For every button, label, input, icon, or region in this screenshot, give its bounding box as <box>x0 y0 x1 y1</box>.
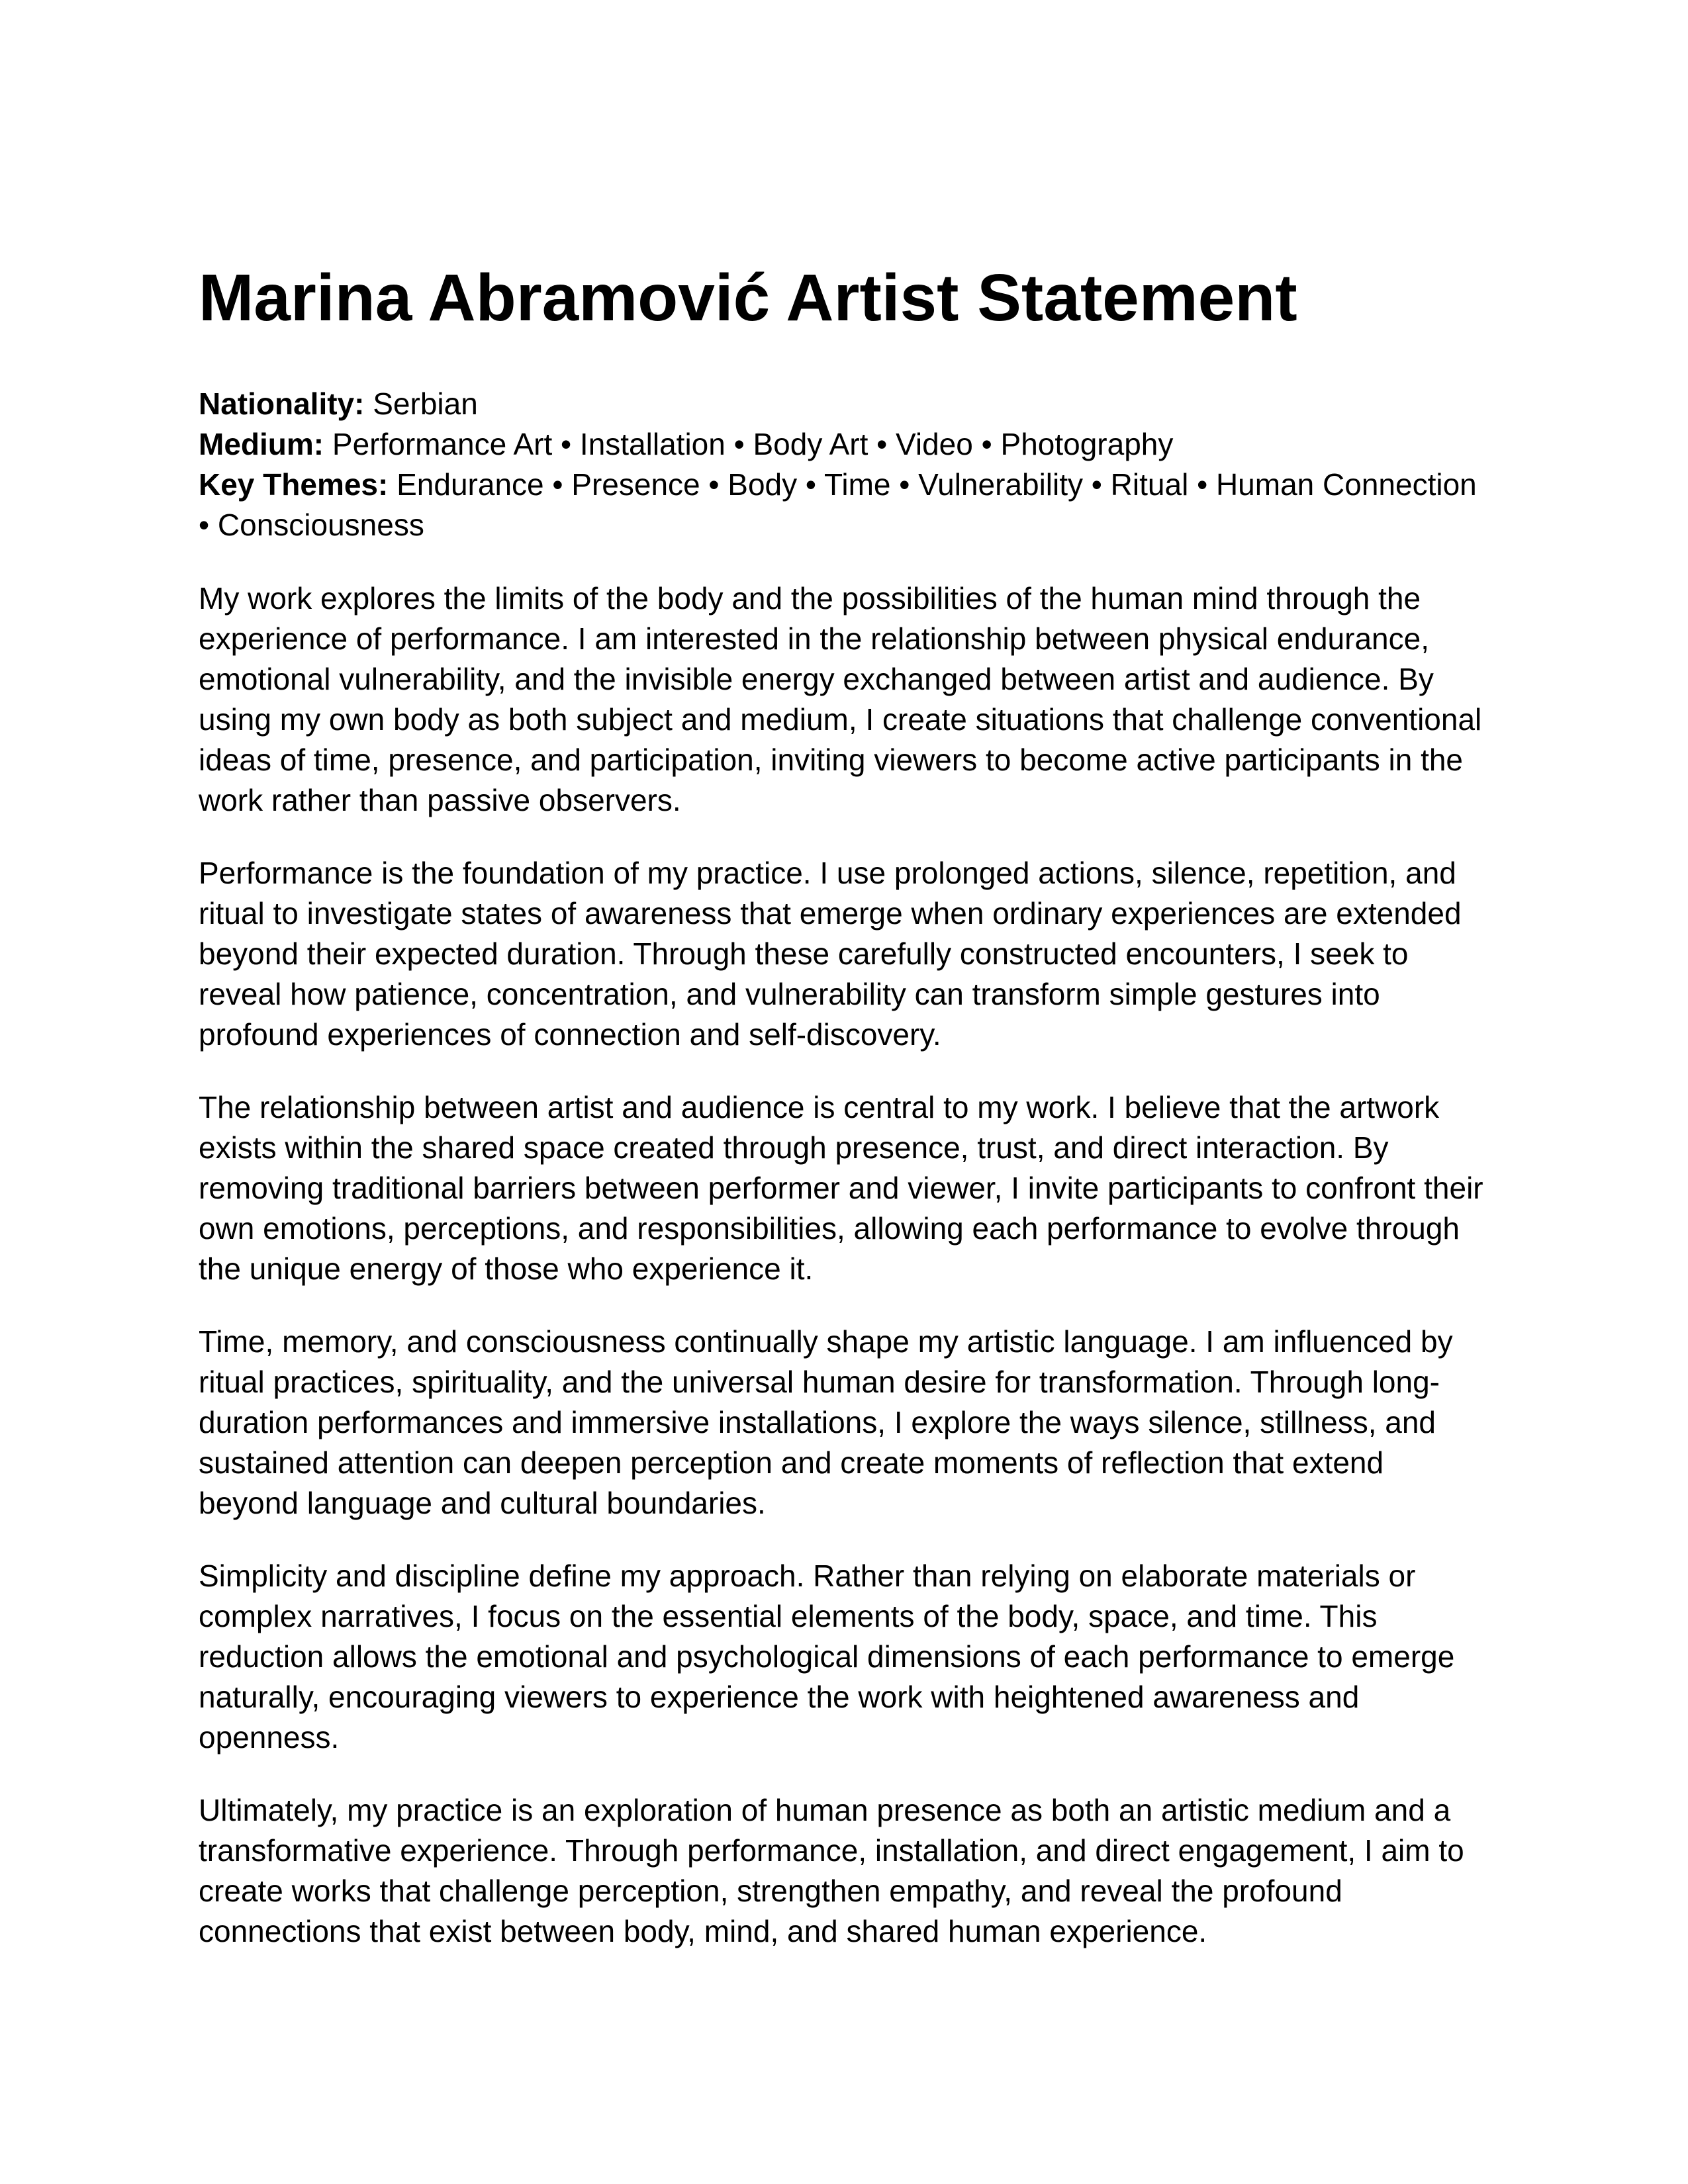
meta-label: Key Themes: <box>199 467 389 502</box>
statement-paragraph: The relationship between artist and audience is central to my work. I believe that the artwork exists within the shared space created through presence, trust, and direct interaction. By removing traditional barriers between performer and viewer, I invite participants to confront their own emotions, perceptions, and responsibilities, allowing each performance to evolve through the unique energy of those who experience it. <box>199 1090 1483 1286</box>
document-page <box>199 258 1489 1984</box>
meta-nationality <box>199 384 1489 424</box>
meta-label: Nationality: <box>199 387 365 421</box>
metadata-block <box>199 384 1489 545</box>
meta-key-themes <box>199 465 1489 545</box>
meta-value: Serbian <box>373 387 478 421</box>
meta-value: Endurance • Presence • Body • Time • Vulnerability • Ritual • Human Connection • Consciousness <box>199 467 1477 542</box>
statement-paragraph: Time, memory, and consciousness continually shape my artistic language. I am influenced by ritual practices, spirituality, and the universal human desire for transformation. Through long-duration performances and immersive installations, I explore the ways silence, stillness, and sustained attention can deepen perception and create moments of reflection that extend beyond language and cultural boundaries. <box>199 1324 1453 1520</box>
statement-paragraph: My work explores the limits of the body and the possibilities of the human mind through the experience of performance. I am interested in the relationship between physical endurance, emotional vulnerability, and the invisible energy exchanged between artist and audience. By using my own body as both subject and medium, I create situations that challenge conventional ideas of time, presence, and participation, inviting viewers to become active participants in the work rather than passive observers. <box>199 581 1482 817</box>
statement-paragraph: Ultimately, my practice is an exploration of human presence as both an artistic medium and a transformative experience. Through performance, installation, and direct engagement, I aim to create works that challenge perception, strengthen empathy, and reveal the profound connections that exist between body, mind, and shared human experience. <box>199 1793 1464 1948</box>
statement-body <box>199 578 1489 1952</box>
meta-value: Performance Art • Installation • Body Art • Video • Photography <box>332 427 1174 461</box>
document-title: Marina Abramović Artist Statement <box>199 261 1297 335</box>
meta-label: Medium: <box>199 427 324 461</box>
statement-paragraph: Performance is the foundation of my practice. I use prolonged actions, silence, repetition, and ritual to investigate states of awareness that emerge when ordinary experiences are extended beyond their expected duration. Through these carefully constructed encounters, I seek to reveal how patience, concentration, and vulnerability can transform simple gestures into profound experiences of connection and self-discovery. <box>199 856 1462 1052</box>
statement-paragraph: Simplicity and discipline define my approach. Rather than relying on elaborate materials or complex narratives, I focus on the essential elements of the body, space, and time. This reduction allows the emotional and psychological dimensions of each performance to emerge naturally, encouraging viewers to experience the work with heightened awareness and openness. <box>199 1559 1455 1754</box>
meta-medium <box>199 424 1489 465</box>
